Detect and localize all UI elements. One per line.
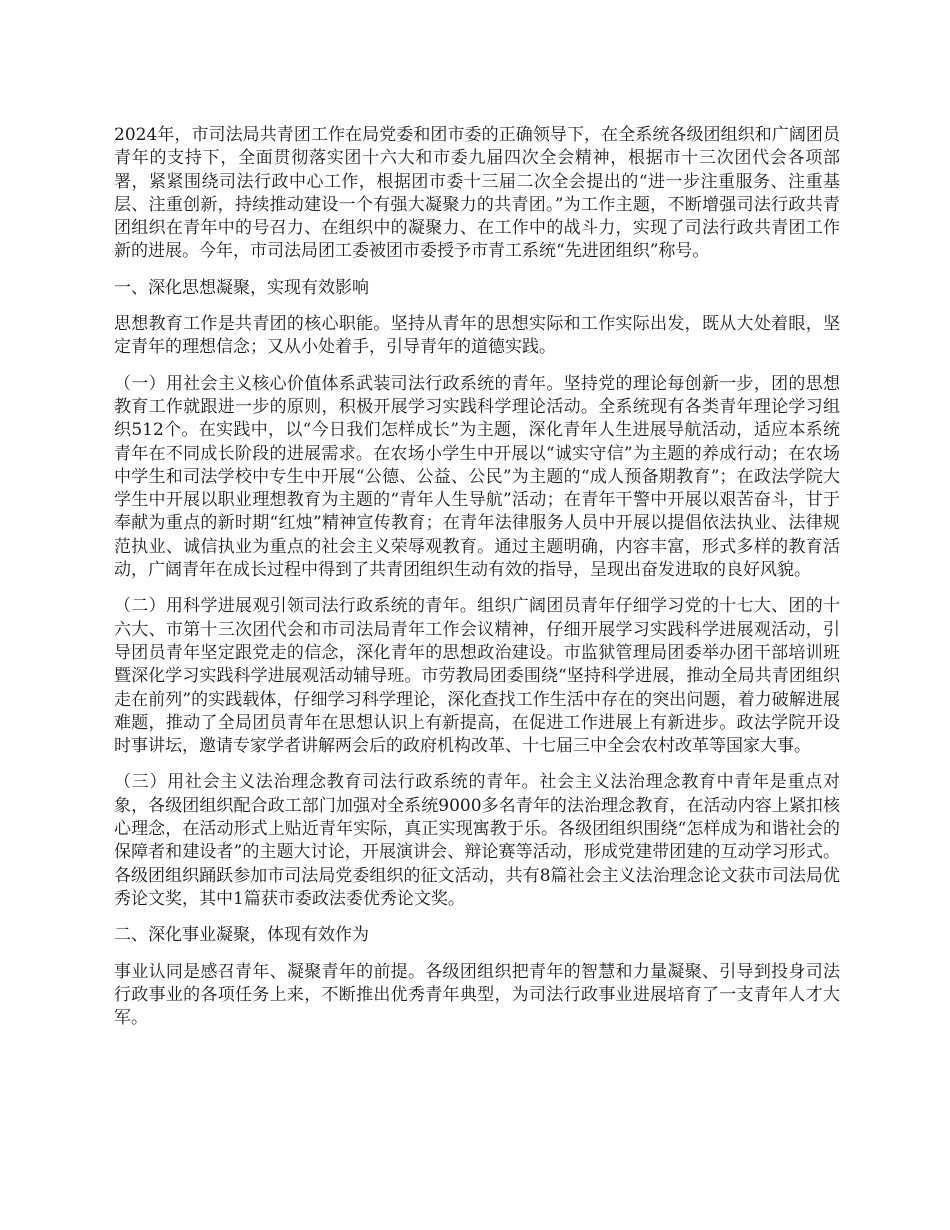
section-heading-2: 二、深化事业凝聚，体现有效作为 xyxy=(114,925,369,946)
section1-intro-paragraph: 思想教育工作是共青团的核心职能。坚持从青年的思想实际和工作实际出发，既从大处着眼，坚定青年的理想信念；又从小处着手，引导青年的道德实践。 xyxy=(114,314,840,358)
intro-paragraph: 2024年，市司法局共青团工作在局党委和团市委的正确领导下，在全系统各级团组织和广阔团员青年的支持下，全面贯彻落实团十六大和市委九届四次全会精神，根据市十三次团代会各项部署，紧紧围绕司法行政中心工作，根据团市委十三届二次全会提出的“进一步注重服务、注重基层、注重创新，持续推动建设一个有强大凝聚力的共青团。”为工作主题，不断增强司法行政共青团组织在青年中的号召力、在组织中的凝聚力、在工作中的战斗力，实现了司法行政共青团工作新的进展。今年，市司法局团工委被团市委授予市青工系统“先进团组织”称号。 xyxy=(114,125,840,262)
section1-item2-paragraph: （二）用科学进展观引领司法行政系统的青年。组织广阔团员青年仔细学习党的十七大、团的十六大、市第十三次团代会和市司法局青年工作会议精神，仔细开展学习实践科学进展观活动，引导团员青年坚定跟党走的信念，深化青年的思想政治建设。市监狱管理局团委举办团干部培训班暨深化学习实践科学进展观活动辅导班。市劳教局团委围绕“坚持科学进展，推动全局共青团组织走在前列”的实践载体，仔细学习科学理论，深化查找工作生活中存在的突出问题，着力破解进展难题，推动了全局团员青年在思想认识上有新提高，在促进工作进展上有新进步。政法学院开设时事讲坛，邀请专家学者讲解两会后的政府机构改革、十七届三中全会农村改革等国家大事。 xyxy=(114,596,840,757)
section2-intro-paragraph: 事业认同是感召青年、凝聚青年的前提。各级团组织把青年的智慧和力量凝聚、引导到投身司法行政事业的各项任务上来，不断推出优秀青年典型，为司法行政事业进展培育了一支青年人才大军。 xyxy=(114,961,840,1029)
section1-item1-paragraph: （一）用社会主义核心价值体系武装司法行政系统的青年。坚持党的理论每创新一步，团的思想教育工作就跟进一步的原则，积极开展学习实践科学理论活动。全系统现有各类青年理论学习组织512个。在实践中，以“今日我们怎样成长”为主题，深化青年人生进展导航活动，适应本系统青年在不同成长阶段的进展需求。在农场小学生中开展以“诚实守信”为主题的养成行动；在农场中学生和司法学校中专生中开展“公德、公益、公民”为主题的“成人预备期教育”；在政法学院大学生中开展以职业理想教育为主题的“青年人生导航”活动；在青年干警中开展以艰苦奋斗，甘于奉献为重点的新时期“红烛”精神宣传教育；在青年法律服务人员中开展以提倡依法执业、法律规范执业、诚信执业为重点的社会主义荣辱观教育。通过主题明确，内容丰富，形式多样的教育活动，广阔青年在成长过程中得到了共青团组织生动有效的指导，呈现出奋发进取的良好风貌。 xyxy=(114,373,840,581)
section1-item3-paragraph: （三）用社会主义法治理念教育司法行政系统的青年。社会主义法治理念教育中青年是重点对象，各级团组织配合政工部门加强对全系统9000多名青年的法治理念教育，在活动内容上紧扣核心理念，在活动形式上贴近青年实际，真正实现寓教于乐。各级团组织围绕“怎样成为和谐社会的保障者和建设者”的主题大讨论，开展演讲会、辩论赛等活动，形成党建带团建的互动学习形式。各级团组织踊跃参加市司法局党委组织的征文活动，共有8篇社会主义法治理念论文获市司法局优秀论文奖，其中1篇获市委政法委优秀论文奖。 xyxy=(114,772,840,909)
section-heading-1: 一、深化思想凝聚，实现有效影响 xyxy=(114,277,369,298)
document-body xyxy=(114,124,840,1043)
